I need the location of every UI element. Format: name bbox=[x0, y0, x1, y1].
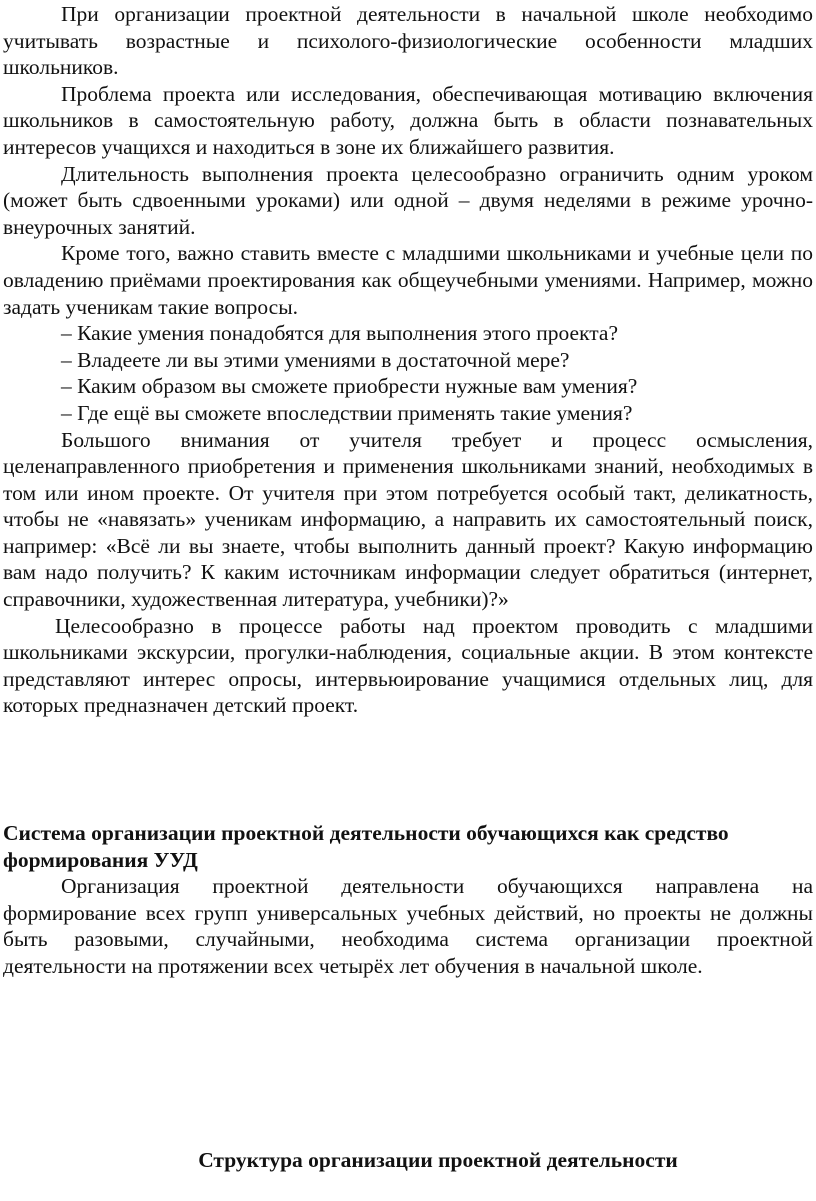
text-block-system bbox=[3, 873, 813, 979]
text-block-main bbox=[3, 1, 813, 719]
paragraph-excursions: Целесообразно в процессе работы над проектом проводить с младшими школьниками экскурсии, прогулки-наблюдения, социальные акции. В этом контексте представляют интерес опросы, интервьюирование учащимися отдельных лиц, для которых предназначен детский проект. bbox=[3, 613, 813, 718]
paragraph-project-system: Организация проектной деятельности обучающихся направлена на формирование всех групп универсальных учебных действий, но проекты не должны быть разовыми, случайными, необходима система организации проектной деятельности на протяжении всех четырёх лет обучения в начальной школе. bbox=[3, 874, 813, 978]
paragraph-learning-goals: Кроме того, важно ставить вместе с младшими школьниками и учебные цели по овладению приёмами проектирования как общеучебными умениями. Например, можно задать ученикам такие вопросы. bbox=[3, 241, 813, 319]
question-item: – Каким образом вы сможете приобрести нужные вам умения? bbox=[61, 374, 638, 399]
question-item: – Какие умения понадобятся для выполнения этого проекта? bbox=[61, 321, 619, 346]
paragraph-project-duration: Длительность выполнения проекта целесообразно ограничить одним уроком (может быть сдвоенными уроками) или одной – двумя неделями в режиме урочно-внеурочных занятий. bbox=[3, 161, 813, 239]
section-heading-system: Система организации проектной деятельности обучающихся как средство формирования УУД bbox=[3, 821, 729, 872]
question-item: – Где ещё вы сможете впоследствии применять такие умения? bbox=[61, 400, 633, 425]
section-heading-structure: Структура организации проектной деятельности bbox=[198, 1148, 678, 1172]
paragraph-teacher-attention: Большого внимания от учителя требует и процесс осмысления, целенаправленного приобретения и применения школьниками знаний, необходимых в том или ином проекте. От учителя при этом потребуется особый такт, деликатность, чтобы не «навязать» ученикам информацию, а направить их самостоятельный поиск, например: «Всё ли вы знаете, чтобы выполнить данный проект? Какую информацию вам надо получить? К каким источникам информации следует обратиться (интернет, справочники, художественная литература, учебники)?» bbox=[3, 427, 813, 612]
paragraph-age-features: При организации проектной деятельности в начальной школе необходимо учитывать возрастные и психолого-физиологические особенности младших школьников. bbox=[3, 2, 813, 80]
question-item: – Владеете ли вы этими умениями в достаточной мере? bbox=[61, 347, 570, 372]
paragraph-project-problem: Проблема проекта или исследования, обеспечивающая мотивацию включения школьников в самостоятельную работу, должна быть в области познавательных интересов учащихся и находиться в зоне их ближайшего развития. bbox=[3, 81, 813, 159]
